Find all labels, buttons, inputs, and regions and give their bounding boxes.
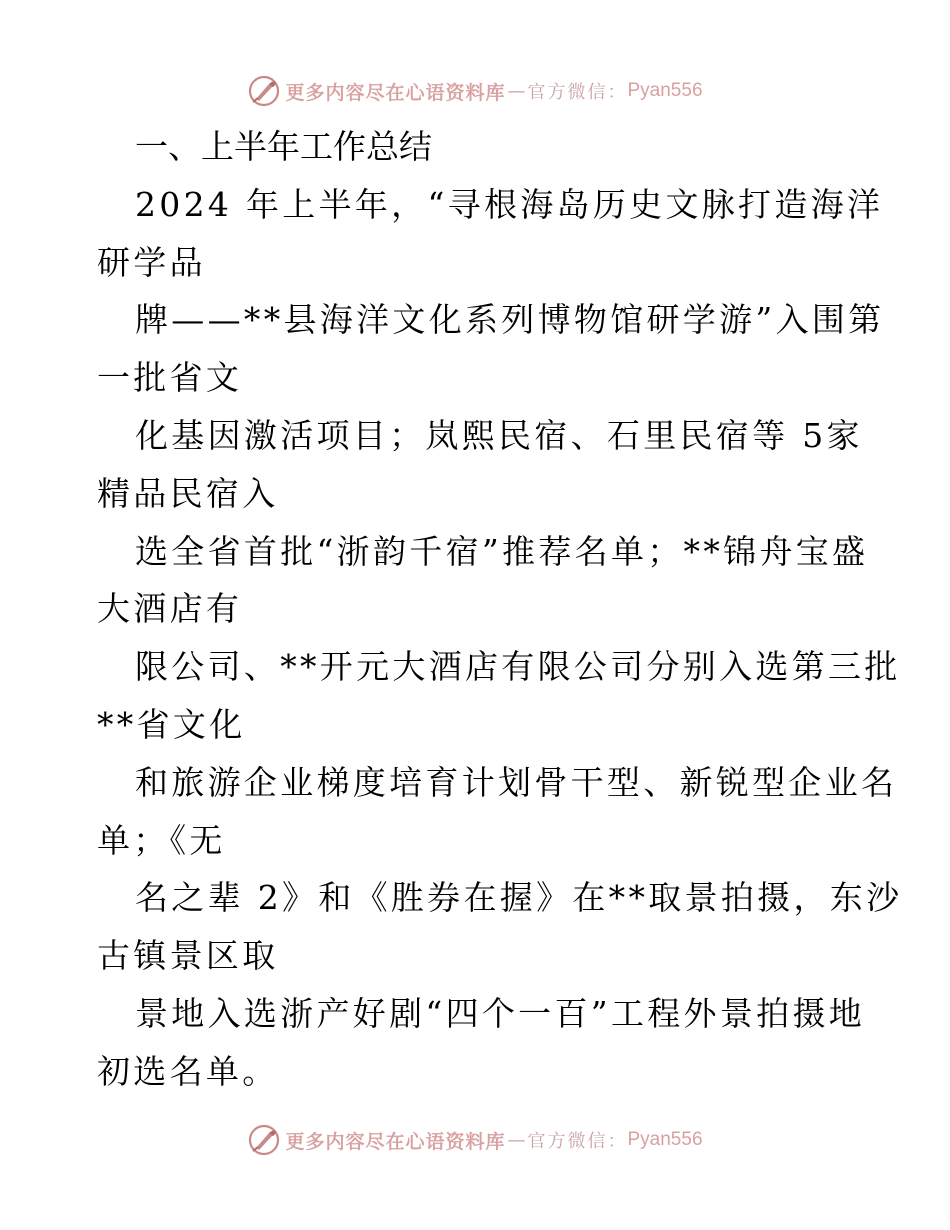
paragraph-line: **省文化 [97, 704, 246, 744]
document-body [97, 118, 903, 1101]
paragraph-line: 初选名单。 [97, 1051, 279, 1091]
paragraph-line: 限公司、**开元大酒店有限公司分别入选第三批 [135, 647, 901, 687]
paragraph-line: 一批省文 [97, 358, 243, 398]
paragraph-line: 研学品 [97, 242, 206, 282]
paragraph-line: 名之辈 2》和《胜券在握》在**取景拍摄，东沙 [135, 878, 903, 918]
section-heading: 一、上半年工作总结 [135, 127, 432, 166]
watermark-label: 官方微信： [527, 82, 628, 103]
watermark-text: 更多内容尽在心语资料库 [285, 1130, 506, 1153]
watermark-banner-top [0, 73, 950, 109]
watermark-separator: — [507, 1129, 526, 1151]
paragraph-line: 单；《无 [97, 820, 226, 860]
paragraph-line: 2024 年上半年，“寻根海岛历史文脉打造海洋 [135, 184, 884, 224]
watermark-label: 官方微信： [527, 1131, 628, 1152]
paragraph-line: 和旅游企业梯度培育计划骨干型、新锐型企业名 [135, 762, 898, 802]
watermark-separator: — [507, 80, 526, 102]
paragraph-line: 精品民宿入 [97, 473, 279, 513]
paragraph-line: 大酒店有 [97, 589, 243, 629]
watermark-id: Pyan556 [627, 1129, 703, 1150]
paragraph-line: 选全省首批“浙韵千宿”推荐名单；**锦舟宝盛 [135, 531, 869, 571]
paragraph-line: 古镇景区取 [97, 936, 279, 976]
paragraph-line: 牌——**县海洋文化系列博物馆研学游”入围第 [135, 300, 885, 340]
paragraph-line: 化基因激活项目；岚熙民宿、石里民宿等 5家 [135, 415, 863, 455]
quill-logo-icon [247, 1123, 281, 1157]
watermark-banner-bottom [0, 1122, 950, 1158]
watermark-id: Pyan556 [627, 80, 703, 101]
quill-logo-icon [247, 74, 281, 108]
watermark-text: 更多内容尽在心语资料库 [285, 81, 506, 104]
paragraph-line: 景地入选浙产好剧“四个一百”工程外景拍摄地 [135, 993, 866, 1033]
